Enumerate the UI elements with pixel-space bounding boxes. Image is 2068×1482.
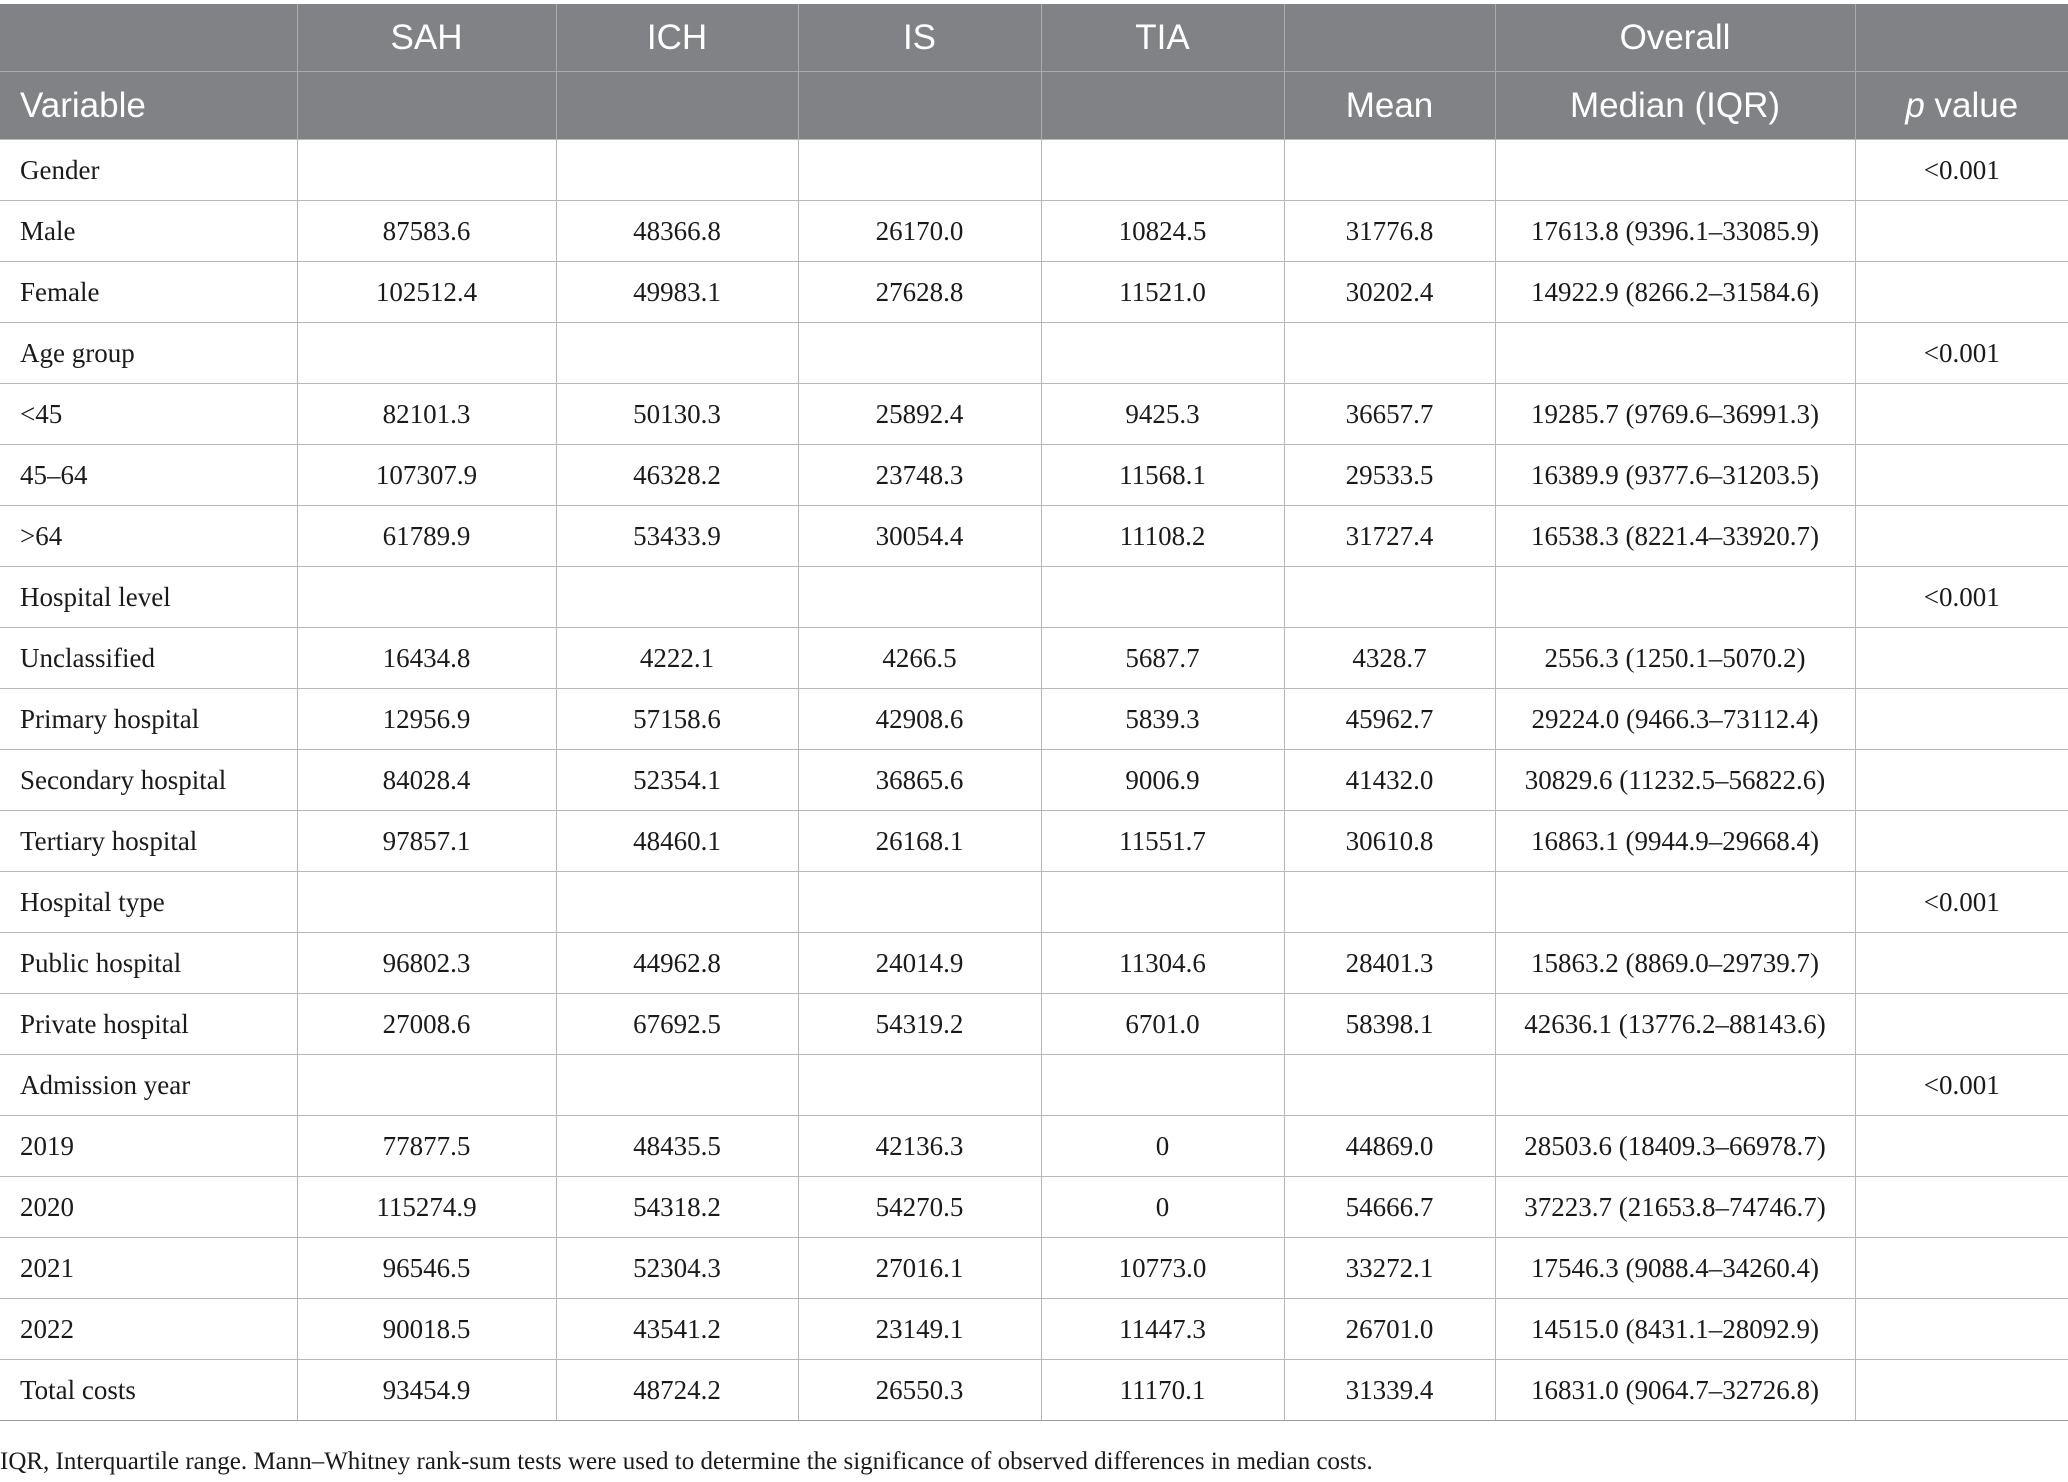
cell-sah: 84028.4: [297, 750, 556, 811]
cell-mean: 31727.4: [1284, 506, 1495, 567]
cell-median-iqr: 15863.2 (8869.0–29739.7): [1495, 933, 1855, 994]
cell-is: 42908.6: [798, 689, 1041, 750]
cell-is: 36865.6: [798, 750, 1041, 811]
header-p-italic: p: [1905, 85, 1925, 125]
cell-mean: [1284, 323, 1495, 384]
cell-ich: [556, 140, 798, 201]
cell-p-value: [1855, 445, 2068, 506]
cell-ich: 54318.2: [556, 1177, 798, 1238]
cell-mean: [1284, 567, 1495, 628]
cell-ich: 4222.1: [556, 628, 798, 689]
cell-mean: 26701.0: [1284, 1299, 1495, 1360]
cell-tia: [1041, 140, 1284, 201]
cell-median-iqr: 19285.7 (9769.6–36991.3): [1495, 384, 1855, 445]
header-row-1: [0, 4, 2068, 72]
cell-mean: 41432.0: [1284, 750, 1495, 811]
table-row: [0, 1360, 2068, 1421]
cell-p-value: [1855, 1177, 2068, 1238]
cell-mean: [1284, 140, 1495, 201]
cell-sah: 61789.9: [297, 506, 556, 567]
table-row: [0, 872, 2068, 933]
cell-ich: 46328.2: [556, 445, 798, 506]
cell-p-value: [1855, 689, 2068, 750]
cell-tia: 10773.0: [1041, 1238, 1284, 1299]
cell-variable: Gender: [0, 140, 297, 201]
cell-variable: 2022: [0, 1299, 297, 1360]
cell-variable: Unclassified: [0, 628, 297, 689]
table-body: [0, 140, 2068, 1421]
cell-ich: 52304.3: [556, 1238, 798, 1299]
cell-mean: 58398.1: [1284, 994, 1495, 1055]
header-cell: [1041, 72, 1284, 140]
cell-is: 23149.1: [798, 1299, 1041, 1360]
header-tia: TIA: [1041, 4, 1284, 72]
cell-p-value: [1855, 628, 2068, 689]
cell-median-iqr: [1495, 567, 1855, 628]
cell-sah: [297, 140, 556, 201]
header-median-iqr: Median (IQR): [1495, 72, 1855, 140]
cell-median-iqr: [1495, 872, 1855, 933]
cell-tia: 11447.3: [1041, 1299, 1284, 1360]
cell-median-iqr: 16863.1 (9944.9–29668.4): [1495, 811, 1855, 872]
table-row: [0, 567, 2068, 628]
table-row: [0, 1116, 2068, 1177]
header-ich: ICH: [556, 4, 798, 72]
cell-median-iqr: 14922.9 (8266.2–31584.6): [1495, 262, 1855, 323]
cell-sah: 90018.5: [297, 1299, 556, 1360]
header-row-2: [0, 72, 2068, 140]
cell-mean: 4328.7: [1284, 628, 1495, 689]
cell-ich: [556, 567, 798, 628]
header-variable: Variable: [0, 72, 297, 140]
cell-sah: [297, 567, 556, 628]
cell-ich: [556, 1055, 798, 1116]
cell-is: 23748.3: [798, 445, 1041, 506]
cell-median-iqr: 29224.0 (9466.3–73112.4): [1495, 689, 1855, 750]
cell-sah: 27008.6: [297, 994, 556, 1055]
cell-ich: 50130.3: [556, 384, 798, 445]
cell-p-value: [1855, 201, 2068, 262]
cell-sah: 107307.9: [297, 445, 556, 506]
cell-is: 30054.4: [798, 506, 1041, 567]
cell-sah: 77877.5: [297, 1116, 556, 1177]
cell-ich: 49983.1: [556, 262, 798, 323]
cell-tia: 11551.7: [1041, 811, 1284, 872]
cell-p-value: [1855, 1116, 2068, 1177]
cell-mean: 45962.7: [1284, 689, 1495, 750]
header-mean: Mean: [1284, 72, 1495, 140]
table-row: [0, 445, 2068, 506]
cell-variable: Total costs: [0, 1360, 297, 1421]
cell-p-value: [1855, 506, 2068, 567]
cell-mean: 28401.3: [1284, 933, 1495, 994]
cell-median-iqr: 42636.1 (13776.2–88143.6): [1495, 994, 1855, 1055]
header-p-rest: value: [1924, 85, 2019, 125]
cell-is: 42136.3: [798, 1116, 1041, 1177]
header-cell: [1855, 4, 2068, 72]
cell-ich: 53433.9: [556, 506, 798, 567]
cell-sah: 97857.1: [297, 811, 556, 872]
cell-mean: 30202.4: [1284, 262, 1495, 323]
cell-median-iqr: [1495, 1055, 1855, 1116]
table-row: [0, 1238, 2068, 1299]
table-row: [0, 384, 2068, 445]
cell-tia: 6701.0: [1041, 994, 1284, 1055]
cell-p-value: [1855, 750, 2068, 811]
cell-p-value: <0.001: [1855, 567, 2068, 628]
cell-tia: 10824.5: [1041, 201, 1284, 262]
header-sah: SAH: [297, 4, 556, 72]
cell-p-value: [1855, 384, 2068, 445]
cell-mean: [1284, 1055, 1495, 1116]
cell-is: [798, 1055, 1041, 1116]
cell-variable: Hospital type: [0, 872, 297, 933]
cell-p-value: <0.001: [1855, 323, 2068, 384]
cell-median-iqr: [1495, 323, 1855, 384]
cell-tia: [1041, 872, 1284, 933]
header-cell: [556, 72, 798, 140]
cell-sah: [297, 323, 556, 384]
cell-sah: 87583.6: [297, 201, 556, 262]
cell-variable: Public hospital: [0, 933, 297, 994]
cell-is: [798, 323, 1041, 384]
cell-median-iqr: 30829.6 (11232.5–56822.6): [1495, 750, 1855, 811]
cell-sah: 93454.9: [297, 1360, 556, 1421]
cell-tia: 9006.9: [1041, 750, 1284, 811]
cell-p-value: [1855, 811, 2068, 872]
cell-sah: [297, 1055, 556, 1116]
cell-tia: 11108.2: [1041, 506, 1284, 567]
cell-tia: [1041, 323, 1284, 384]
table-row: [0, 1299, 2068, 1360]
table-row: [0, 811, 2068, 872]
header-cell: [1284, 4, 1495, 72]
cell-variable: Age group: [0, 323, 297, 384]
cell-ich: [556, 872, 798, 933]
cell-ich: 48460.1: [556, 811, 798, 872]
cell-variable: 2019: [0, 1116, 297, 1177]
cell-is: [798, 567, 1041, 628]
cell-tia: 11170.1: [1041, 1360, 1284, 1421]
cell-is: 27628.8: [798, 262, 1041, 323]
cell-mean: 31776.8: [1284, 201, 1495, 262]
cell-mean: 30610.8: [1284, 811, 1495, 872]
cell-variable: Primary hospital: [0, 689, 297, 750]
cell-variable: 2021: [0, 1238, 297, 1299]
cell-is: 54319.2: [798, 994, 1041, 1055]
cell-ich: 52354.1: [556, 750, 798, 811]
cell-ich: 44962.8: [556, 933, 798, 994]
cell-tia: 5687.7: [1041, 628, 1284, 689]
cell-sah: 96546.5: [297, 1238, 556, 1299]
cell-median-iqr: 17613.8 (9396.1–33085.9): [1495, 201, 1855, 262]
cell-ich: 48366.8: [556, 201, 798, 262]
table-container: [0, 4, 2068, 1421]
cell-variable: 2020: [0, 1177, 297, 1238]
cell-median-iqr: 16389.9 (9377.6–31203.5): [1495, 445, 1855, 506]
cell-p-value: [1855, 933, 2068, 994]
header-cell: [297, 72, 556, 140]
cell-tia: 11568.1: [1041, 445, 1284, 506]
cell-median-iqr: 14515.0 (8431.1–28092.9): [1495, 1299, 1855, 1360]
cell-mean: 54666.7: [1284, 1177, 1495, 1238]
cell-is: 24014.9: [798, 933, 1041, 994]
cell-ich: 48435.5: [556, 1116, 798, 1177]
header-overall: Overall: [1495, 4, 1855, 72]
cell-variable: Private hospital: [0, 994, 297, 1055]
cell-is: [798, 872, 1041, 933]
cell-p-value: <0.001: [1855, 872, 2068, 933]
table-row: [0, 262, 2068, 323]
cell-variable: Secondary hospital: [0, 750, 297, 811]
cell-ich: 48724.2: [556, 1360, 798, 1421]
cell-p-value: [1855, 1238, 2068, 1299]
cell-median-iqr: [1495, 140, 1855, 201]
cell-is: 27016.1: [798, 1238, 1041, 1299]
header-p-value: [1855, 72, 2068, 140]
cell-median-iqr: 16831.0 (9064.7–32726.8): [1495, 1360, 1855, 1421]
cell-sah: 16434.8: [297, 628, 556, 689]
cell-tia: [1041, 567, 1284, 628]
table-row: [0, 933, 2068, 994]
cell-p-value: [1855, 994, 2068, 1055]
cell-sah: 12956.9: [297, 689, 556, 750]
cell-sah: [297, 872, 556, 933]
cell-p-value: <0.001: [1855, 1055, 2068, 1116]
cell-median-iqr: 37223.7 (21653.8–74746.7): [1495, 1177, 1855, 1238]
cell-mean: 29533.5: [1284, 445, 1495, 506]
table-row: [0, 994, 2068, 1055]
table-row: [0, 140, 2068, 201]
table-row: [0, 506, 2068, 567]
cell-ich: 43541.2: [556, 1299, 798, 1360]
cost-table: [0, 4, 2068, 1421]
cell-sah: 115274.9: [297, 1177, 556, 1238]
cell-tia: 0: [1041, 1116, 1284, 1177]
cell-variable: <45: [0, 384, 297, 445]
cell-sah: 96802.3: [297, 933, 556, 994]
cell-is: [798, 140, 1041, 201]
table-row: [0, 323, 2068, 384]
cell-ich: [556, 323, 798, 384]
cell-variable: 45–64: [0, 445, 297, 506]
cell-p-value: [1855, 262, 2068, 323]
cell-mean: 36657.7: [1284, 384, 1495, 445]
cell-variable: Admission year: [0, 1055, 297, 1116]
cell-median-iqr: 28503.6 (18409.3–66978.7): [1495, 1116, 1855, 1177]
table-row: [0, 1177, 2068, 1238]
cell-p-value: [1855, 1299, 2068, 1360]
cell-mean: 33272.1: [1284, 1238, 1495, 1299]
header-cell: [798, 72, 1041, 140]
cell-tia: [1041, 1055, 1284, 1116]
cell-p-value: [1855, 1360, 2068, 1421]
cell-ich: 57158.6: [556, 689, 798, 750]
table-row: [0, 1055, 2068, 1116]
cell-tia: 11521.0: [1041, 262, 1284, 323]
cell-variable: Male: [0, 201, 297, 262]
table-footnote: IQR, Interquartile range. Mann–Whitney rank-sum tests were used to determine the significance of observed differences in median costs.: [0, 1448, 1373, 1475]
cell-mean: [1284, 872, 1495, 933]
cell-variable: Tertiary hospital: [0, 811, 297, 872]
cell-variable: Hospital level: [0, 567, 297, 628]
cell-mean: 31339.4: [1284, 1360, 1495, 1421]
table-row: [0, 628, 2068, 689]
cell-is: 26168.1: [798, 811, 1041, 872]
table-row: [0, 201, 2068, 262]
table-row: [0, 750, 2068, 811]
cell-mean: 44869.0: [1284, 1116, 1495, 1177]
cell-ich: 67692.5: [556, 994, 798, 1055]
cell-tia: 5839.3: [1041, 689, 1284, 750]
table-row: [0, 689, 2068, 750]
cell-tia: 11304.6: [1041, 933, 1284, 994]
cell-tia: 0: [1041, 1177, 1284, 1238]
cell-is: 54270.5: [798, 1177, 1041, 1238]
cell-is: 4266.5: [798, 628, 1041, 689]
cell-median-iqr: 16538.3 (8221.4–33920.7): [1495, 506, 1855, 567]
cell-sah: 82101.3: [297, 384, 556, 445]
cell-p-value: <0.001: [1855, 140, 2068, 201]
cell-is: 25892.4: [798, 384, 1041, 445]
header-is: IS: [798, 4, 1041, 72]
cell-sah: 102512.4: [297, 262, 556, 323]
table-header: [0, 4, 2068, 140]
cell-median-iqr: 2556.3 (1250.1–5070.2): [1495, 628, 1855, 689]
cell-median-iqr: 17546.3 (9088.4–34260.4): [1495, 1238, 1855, 1299]
header-cell: [0, 4, 297, 72]
cell-variable: Female: [0, 262, 297, 323]
cell-variable: >64: [0, 506, 297, 567]
cell-is: 26170.0: [798, 201, 1041, 262]
cell-tia: 9425.3: [1041, 384, 1284, 445]
cell-is: 26550.3: [798, 1360, 1041, 1421]
